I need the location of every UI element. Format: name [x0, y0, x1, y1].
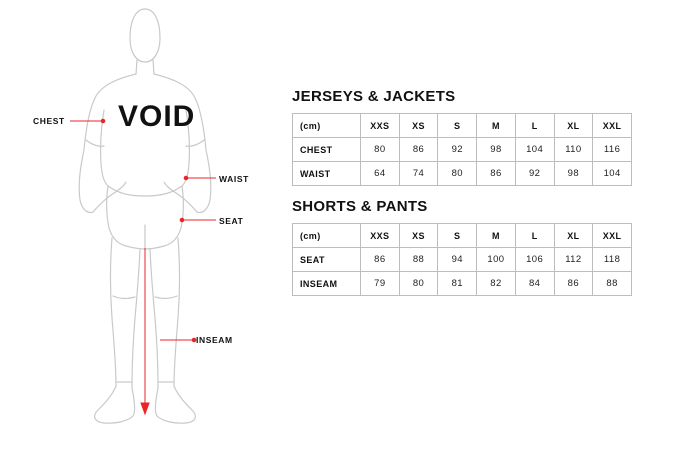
cell-seat-xs: 88 — [399, 248, 438, 272]
brand-logo-text: VOID — [118, 100, 196, 133]
cell-inseam-m: 82 — [477, 272, 516, 296]
table-title-shorts: SHORTS & PANTS — [292, 198, 428, 215]
table-title-jerseys: JERSEYS & JACKETS — [292, 88, 456, 105]
cell-inseam-xxl: 88 — [593, 272, 632, 296]
column-header-m: M — [477, 224, 516, 248]
cell-inseam-l: 84 — [515, 272, 554, 296]
cell-chest-xs: 86 — [399, 138, 438, 162]
row-label-seat: SEAT — [293, 248, 361, 272]
table-row — [293, 162, 632, 186]
cell-inseam-xxs: 79 — [361, 272, 400, 296]
table-row — [293, 248, 632, 272]
table-row — [293, 272, 632, 296]
size-tables-panel — [292, 0, 690, 456]
table-header-row — [293, 114, 632, 138]
table-block-shorts — [292, 198, 632, 296]
cell-seat-s: 94 — [438, 248, 477, 272]
column-header-l: L — [515, 114, 554, 138]
label-waist: WAIST — [219, 174, 249, 184]
cell-waist-xxs: 64 — [361, 162, 400, 186]
column-header-xxl: XXL — [593, 114, 632, 138]
row-label-inseam: INSEAM — [293, 272, 361, 296]
cell-waist-xxl: 104 — [593, 162, 632, 186]
cell-seat-l: 106 — [515, 248, 554, 272]
cell-chest-l: 104 — [515, 138, 554, 162]
size-table-shorts — [292, 223, 632, 296]
cell-waist-xs: 74 — [399, 162, 438, 186]
label-seat: SEAT — [219, 216, 244, 226]
cell-seat-m: 100 — [477, 248, 516, 272]
cell-seat-xxs: 86 — [361, 248, 400, 272]
column-header-xl: XL — [554, 114, 593, 138]
column-header-xs: XS — [399, 224, 438, 248]
cell-chest-xxl: 116 — [593, 138, 632, 162]
cell-waist-s: 80 — [438, 162, 477, 186]
unit-header: (cm) — [293, 224, 361, 248]
cell-waist-m: 86 — [477, 162, 516, 186]
cell-inseam-xs: 80 — [399, 272, 438, 296]
cell-chest-s: 92 — [438, 138, 477, 162]
cell-inseam-s: 81 — [438, 272, 477, 296]
cell-chest-xl: 110 — [554, 138, 593, 162]
table-block-jerseys — [292, 88, 632, 186]
row-label-waist: WAIST — [293, 162, 361, 186]
column-header-l: L — [515, 224, 554, 248]
table-header-row — [293, 224, 632, 248]
column-header-xs: XS — [399, 114, 438, 138]
cell-inseam-xl: 86 — [554, 272, 593, 296]
column-header-m: M — [477, 114, 516, 138]
label-inseam: INSEAM — [196, 335, 233, 345]
column-header-s: S — [438, 114, 477, 138]
column-header-xxs: XXS — [361, 114, 400, 138]
column-header-xxl: XXL — [593, 224, 632, 248]
table-row — [293, 138, 632, 162]
body-measurement-illustration — [0, 0, 285, 456]
cell-waist-xl: 98 — [554, 162, 593, 186]
column-header-xxs: XXS — [361, 224, 400, 248]
cell-chest-m: 98 — [477, 138, 516, 162]
cell-chest-xxs: 80 — [361, 138, 400, 162]
label-chest: CHEST — [33, 116, 65, 126]
column-header-xl: XL — [554, 224, 593, 248]
cell-seat-xl: 112 — [554, 248, 593, 272]
cell-seat-xxl: 118 — [593, 248, 632, 272]
column-header-s: S — [438, 224, 477, 248]
size-table-jerseys — [292, 113, 632, 186]
unit-header: (cm) — [293, 114, 361, 138]
mannequin-figure-svg — [0, 0, 285, 456]
cell-waist-l: 92 — [515, 162, 554, 186]
row-label-chest: CHEST — [293, 138, 361, 162]
